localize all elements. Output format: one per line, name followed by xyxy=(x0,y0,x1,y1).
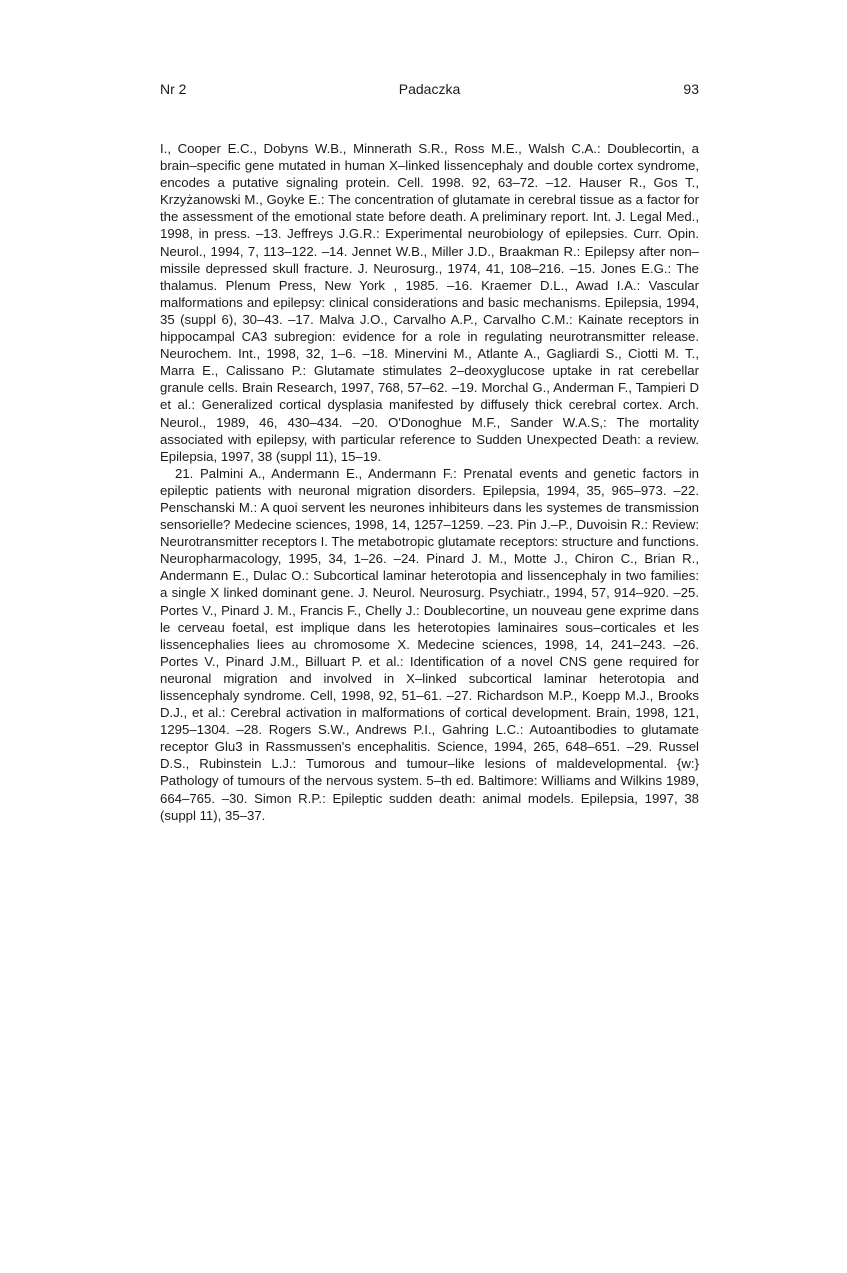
running-header xyxy=(160,81,699,101)
references-paragraph-1: I., Cooper E.C., Dobyns W.B., Minnerath S.R., Ross M.E., Walsh C.A.: Doublecortin, a brain–specific gene mutated in human X–linked lissencephaly and double cortex syndrome, encodes a putative signaling protein. Cell. 1998. 92, 63–72. –12. Hauser R., Gos T., Krzyżanowski M., Goyke E.: The concentration of glutamate in cerebral tissue as a factor for the assessment of the emotional state before death. A preliminary report. Int. J. Legal Med., 1998, in press. –13. Jeffreys J.G.R.: Experimental neurobiology of epilepsies. Curr. Opin. Neurol., 1994, 7, 113–122. –14. Jennet W.B., Miller J.D., Braakman R.: Epilepsy after non–missile depressed skull fracture. J. Neurosurg., 1974, 41, 108–216. –15. Jones E.G.: The thalamus. Plenum Press, New York , 1985. –16. Kraemer D.L., Awad I.A.: Vascular malformations and epilepsy: clinical considerations and basic mechanisms. Epilepsia, 1994, 35 (suppl 6), 30–43. –17. Malva J.O., Carvalho A.P., Carvalho C.M.: Kainate receptors in hippocampal CA3 subregion: evidence for a role in regulating neurotransmitter release. Neurochem. Int., 1998, 32, 1–6. –18. Minervini M., Atlante A., Gagliardi S., Ciotti M. T., Marra E., Calissano P.: Glutamate stimulates 2–deoxyglucose uptake in rat cerebellar granule cells. Brain Research, 1997, 768, 57–62. –19. Morchal G., Anderman F., Tampieri D et al.: Generalized cortical dysplasia manifested by diffusely thick cerebral cortex. Arch. Neurol., 1989, 46, 430–434. –20. O'Donoghue M.F., Sander W.A.S,: The mortality associated with epilepsy, with particular reference to Sudden Unexpected Death: a review. Epilepsia, 1997, 38 (suppl 11), 15–19. xyxy=(160,141,699,464)
issue-number: Nr 2 xyxy=(160,81,187,97)
journal-title: Padaczka xyxy=(398,81,461,97)
page-number: 93 xyxy=(683,81,699,97)
references-paragraph-2: 21. Palmini A., Andermann E., Andermann F.: Prenatal events and genetic factors in epileptic patients with neuronal migration disorders. Epilepsia, 1994, 35, 965–973. –22. Penschanski M.: A quoi servent les neurones inhibiteurs dans les systemes de transmission sensorielle? Medecine sciences, 1998, 14, 1257–1259. –23. Pin J.–P., Duvoisin R.: Review: Neurotransmitter receptors I. The metabotropic glutamate receptors: structure and functions. Neuropharmacology, 1995, 34, 1–26. –24. Pinard J. M., Motte J., Chiron C., Brian R., Andermann E., Dulac O.: Subcortical laminar heterotopia and lissencephaly in two families: a single X linked dominant gene. J. Neurol. Neurosurg. Psychiatr., 1994, 57, 914–920. –25. Portes V., Pinard J. M., Francis F., Chelly J.: Doublecortine, un nouveau gene exprime dans le cerveau foetal, est implique dans les heterotopies laminaires sous–corticales et les lissencephalies liees au chromosome X. Medecine sciences, 1998, 14, 241–243. –26. Portes V., Pinard J.M., Billuart P. et al.: Identification of a novel CNS gene required for neuronal migration and involved in X–linked subcortical laminar heterotopia and lissencephaly syndrome. Cell, 1998, 92, 51–61. –27. Richardson M.P., Koepp M.J., Brooks D.J., et al.: Cerebral activation in malformations of cortical development. Brain, 1998, 121, 1295–1304. –28. Rogers S.W., Andrews P.I., Gahring L.C.: Autoantibodies to glutamate receptor Glu3 in Rassmussen's encephalitis. Science, 1994, 265, 648–651. –29. Russel D.S., Rubinstein L.J.: Tumorous and tumour–like lesions of maldevelopmental. {w:} Pathology of tumours of the nervous system. 5–th ed. Baltimore: Williams and Wilkins 1989, 664–765. –30. Simon R.P.: Epileptic sudden death: animal models. Epilepsia, 1997, 38 (suppl 11), 35–37. xyxy=(160,465,699,823)
references-text xyxy=(160,140,699,824)
